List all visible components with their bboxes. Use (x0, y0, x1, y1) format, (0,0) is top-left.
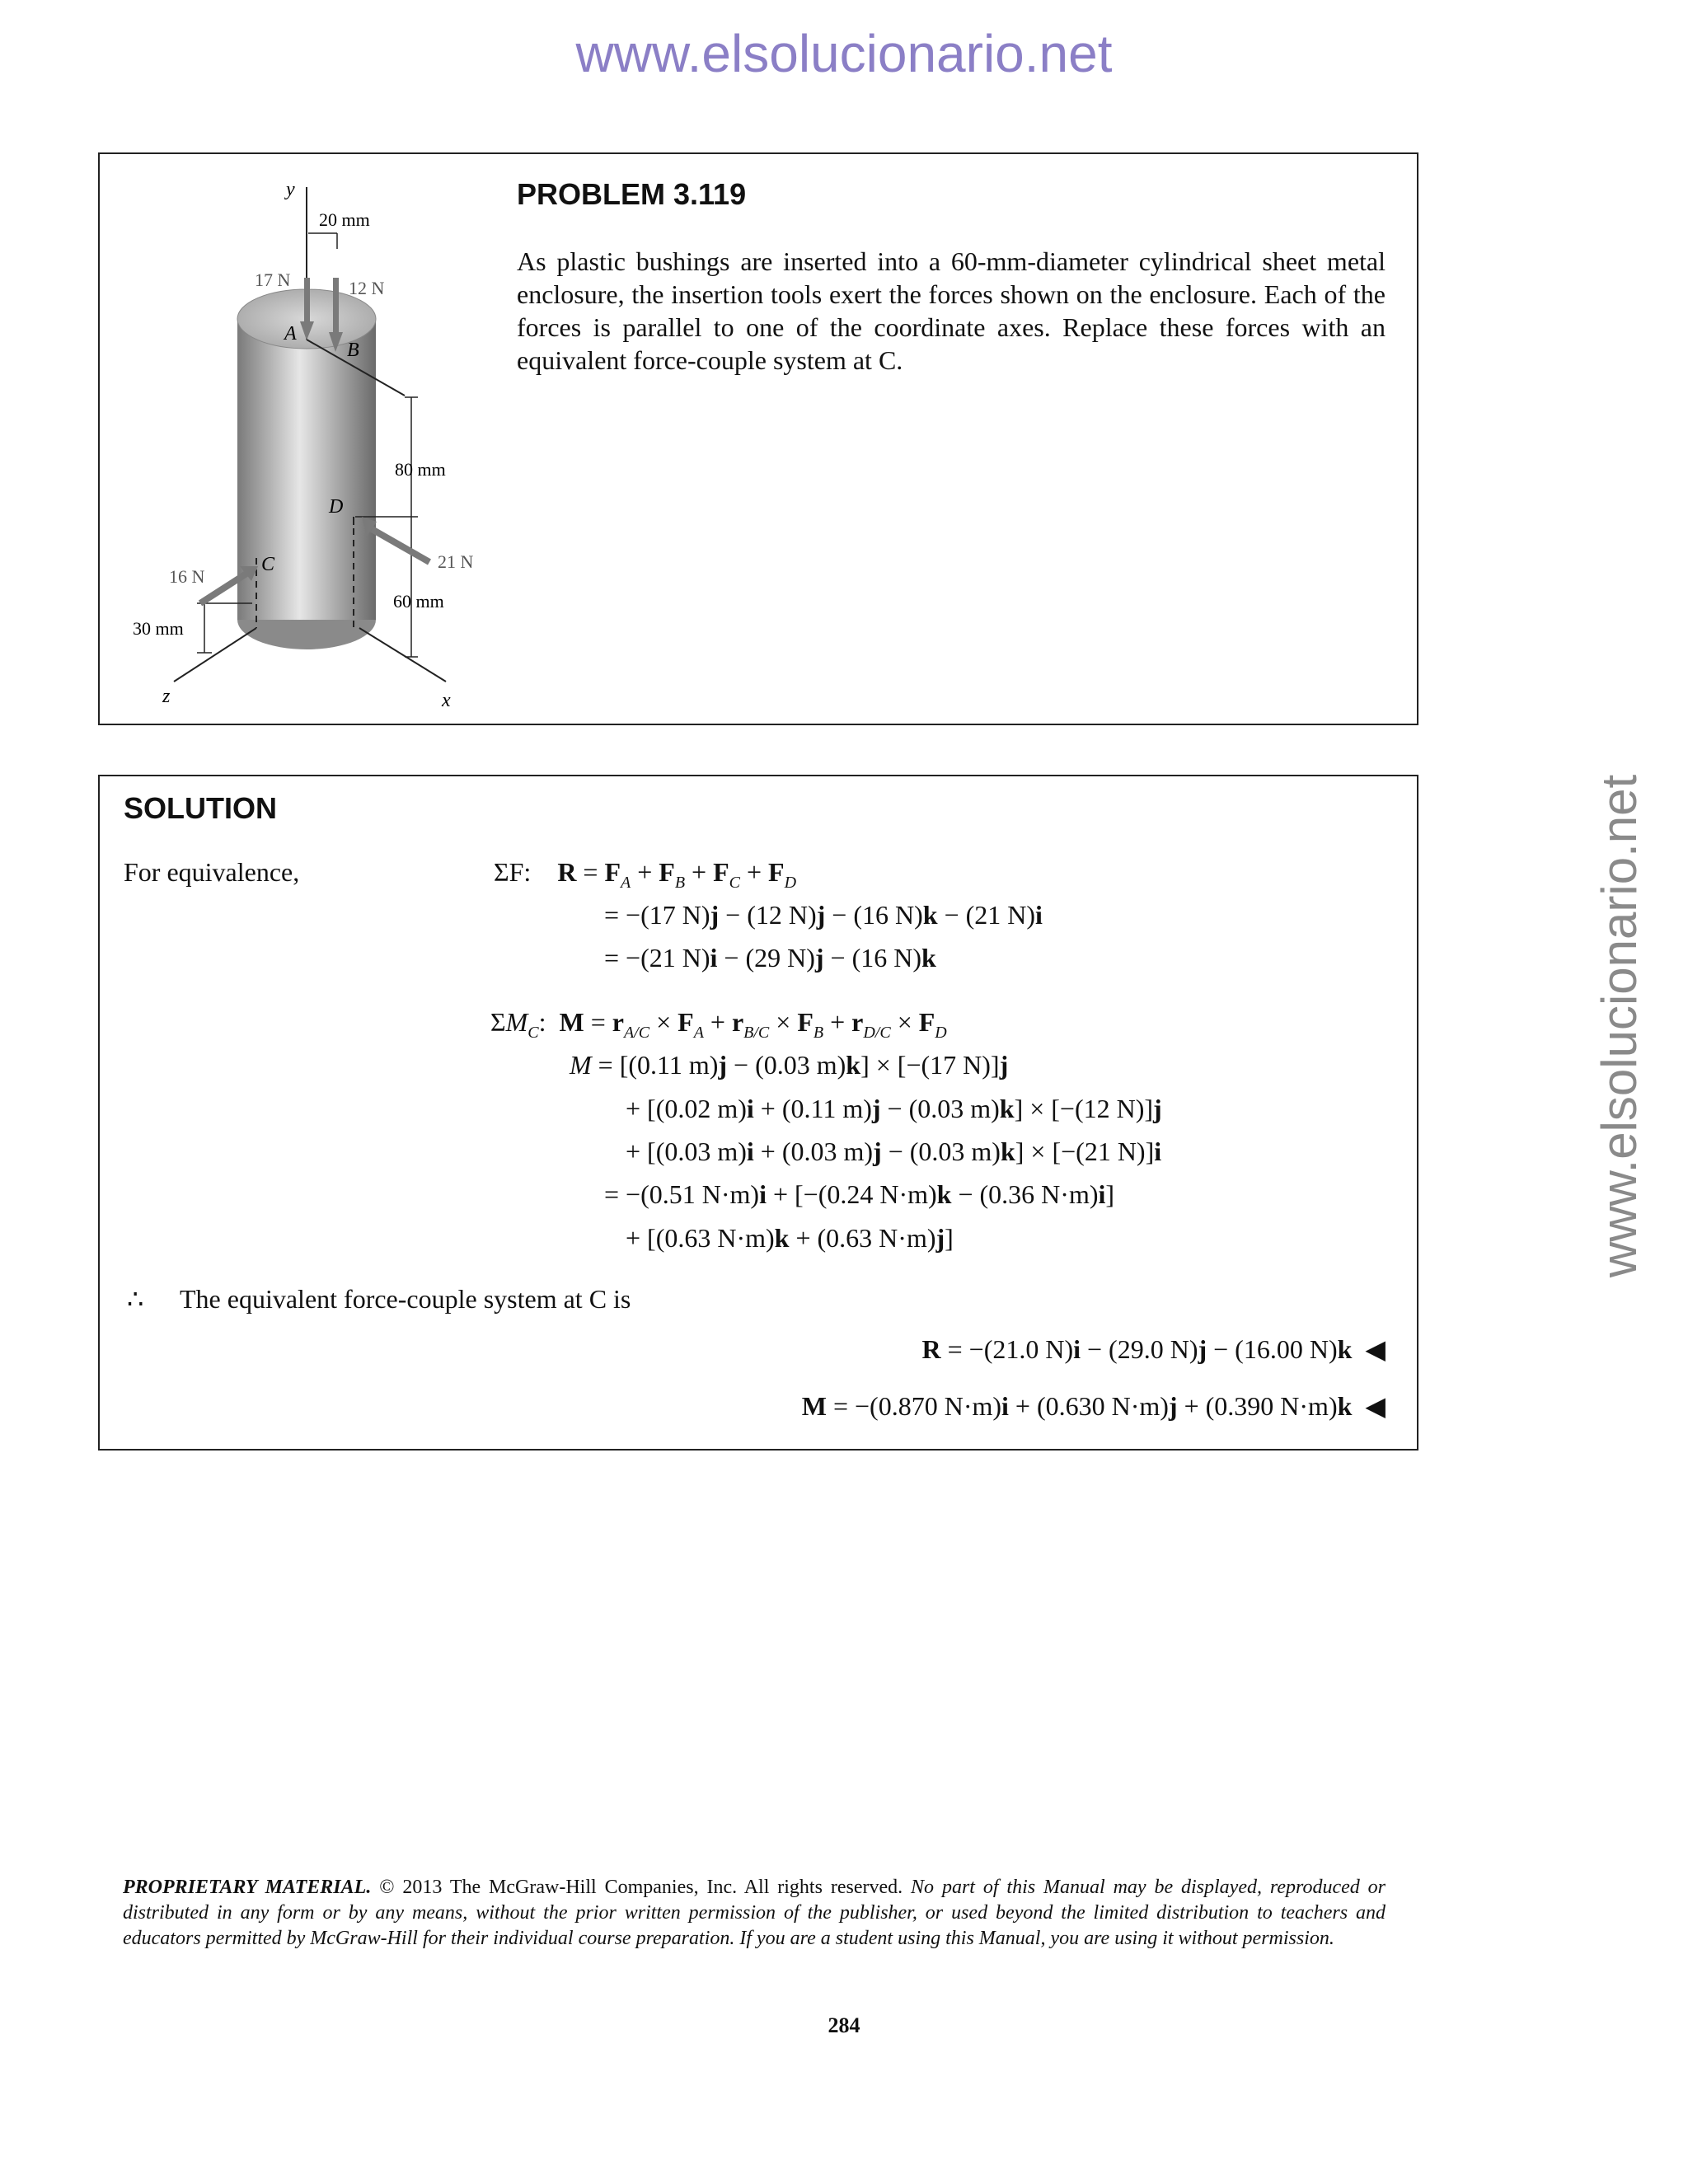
label-B: B (347, 340, 359, 361)
answer-m: M = −(0.870 N·m)i + (0.630 N·m)j + (0.390 N·m)k ◀ (801, 1391, 1386, 1421)
eq-m-line2: + [(0.02 m)i + (0.11 m)j − (0.03 m)k] × [−(12 N)]j (626, 1094, 1162, 1123)
problem-box (98, 152, 1418, 725)
footer-lead: PROPRIETARY MATERIAL. (123, 1877, 372, 1898)
therefore-symbol: ∴ (127, 1284, 144, 1314)
problem-statement: As plastic bushings are inserted into a 60-mm-diameter cylindrical sheet metal enclosure, the insertion tools exert the forces shown on the enclosure. Each of the forces is parallel to one of the coordinate axes. Replace these forces with an equivalent force-couple system at C. (517, 246, 1386, 375)
eq-m-line3: + [(0.03 m)i + (0.03 m)j − (0.03 m)k] × [−(21 N)]i (626, 1137, 1162, 1166)
label-12N: 12 N (349, 278, 385, 298)
page-number: 284 (828, 2013, 860, 2037)
label-x: x (442, 690, 451, 711)
answer-r: R = −(21.0 N)i − (29.0 N)j − (16.00 N)k ◀ (921, 1334, 1386, 1364)
label-17N: 17 N (255, 269, 291, 290)
footer-copyright: © 2013 The McGraw-Hill Companies, Inc. All rights reserved. (371, 1877, 903, 1898)
dim-80mm: 80 mm (395, 459, 446, 480)
eq-sum-mc: $\Sigma M_C$: $M = r_{A/C} \times F_A + r_{B/C} \times F_B + r_{D/C} \times F_D$ (490, 1007, 947, 1042)
label-21N: 21 N (438, 551, 474, 572)
label-16N: 16 N (169, 566, 205, 587)
watermark-side: www.elsolucionario.net (1592, 774, 1647, 1278)
label-C: C (261, 554, 275, 575)
conclusion-text: The equivalent force-couple system at C is (180, 1284, 631, 1314)
eq-sum-f-line3: = −(21 N)i − (29 N)j − (16 N)k (604, 943, 936, 972)
footer-notice: No part of this Manual may be displayed, reproduced or distributed in any form or by any means, without the prior written permission of the publisher, or used beyond the limited distribution to teachers and educators permitted by McGraw-Hill for their individual course preparation. If you are a student using this Manual, you are using it without permission. (123, 1877, 1386, 1949)
label-D: D (329, 496, 344, 518)
dim-60mm: 60 mm (393, 591, 444, 612)
eq-m-line4: = −(0.51 N·m)i + [−(0.24 N·m)k − (0.36 N·m)i] (604, 1179, 1115, 1209)
eq-sum-f: ΣF: $R = F_A + F_B + F_C + F_D$ (494, 857, 797, 892)
solution-box (98, 775, 1418, 1451)
dim-20mm: 20 mm (319, 209, 370, 230)
x-axis (359, 628, 446, 682)
eq-m-line1: M = [(0.11 m)j − (0.03 m)k] × [−(17 N)]j (570, 1050, 1009, 1080)
label-y: y (286, 179, 295, 200)
problem-title: PROBLEM 3.119 (517, 177, 747, 211)
dim-30mm: 30 mm (133, 618, 184, 639)
watermark-top: www.elsolucionario.net (575, 24, 1113, 83)
eq-m-line5: + [(0.63 N·m)k + (0.63 N·m)j] (626, 1223, 954, 1253)
z-axis (174, 628, 256, 682)
eq-sum-f-line2: = −(17 N)j − (12 N)j − (16 N)k − (21 N)i (604, 900, 1043, 930)
solution-title: SOLUTION (124, 791, 277, 825)
solution-intro: For equivalence, (124, 857, 300, 887)
copyright-footer (123, 1875, 1386, 1952)
problem-figure (100, 154, 495, 723)
label-A: A (284, 323, 297, 344)
label-z: z (162, 686, 171, 707)
